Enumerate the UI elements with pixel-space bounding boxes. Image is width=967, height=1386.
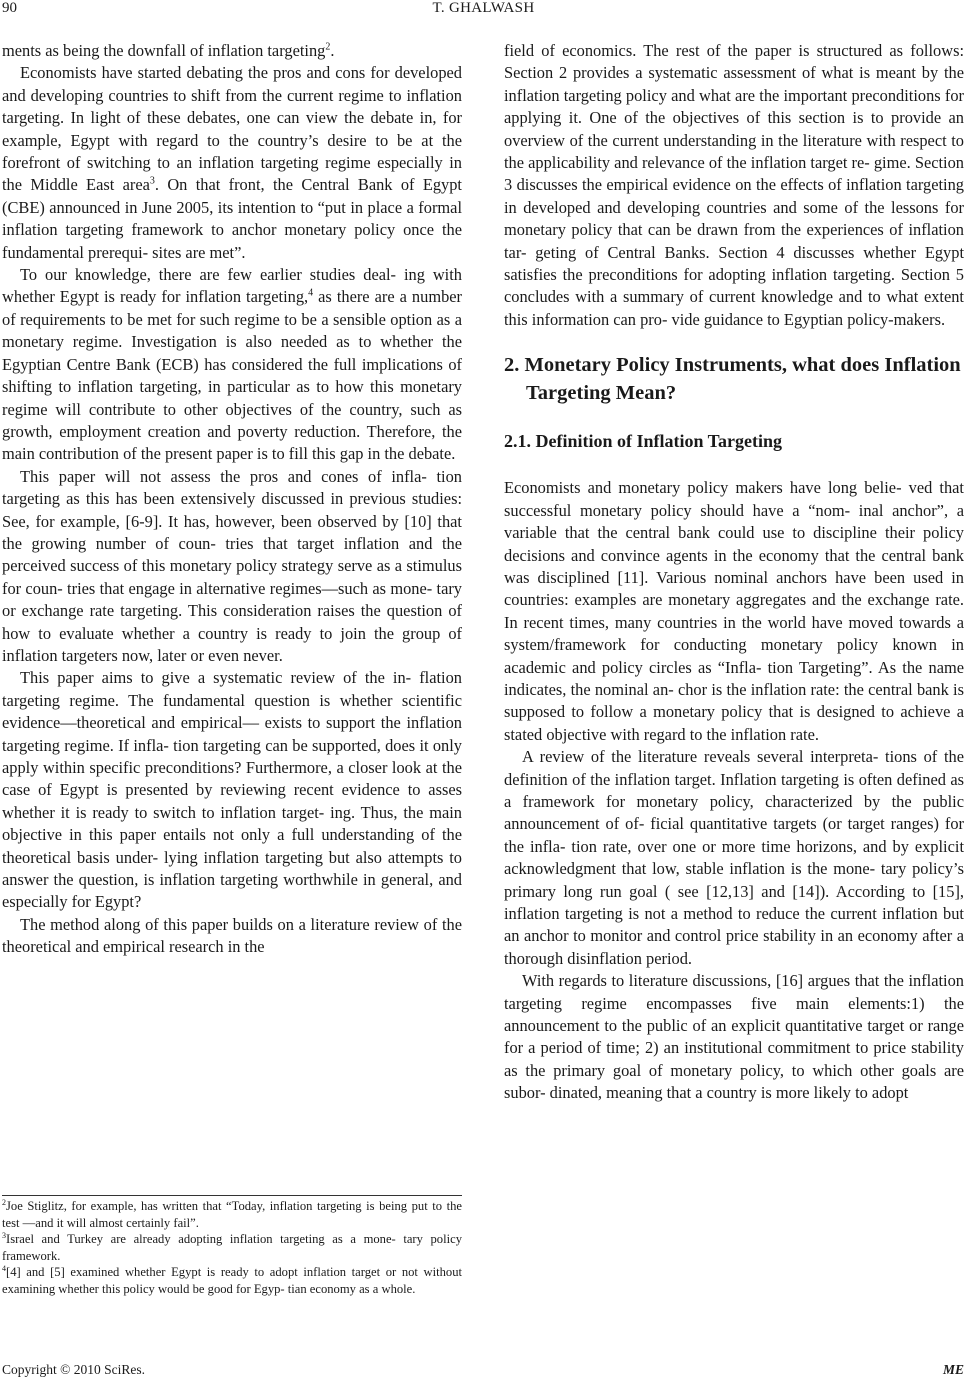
paragraph [2, 264, 462, 466]
paragraph: Economists and monetary policy makers have long belie- ved that successful monetary policy should have a “nom- inal anchor”, a variable that the central bank could use to discipline their policy decisions and convince agents in the economy that the central bank was disciplined [11]. Various nominal anchors have been used in countries: examples are monetary aggregates and the exchange rate. In recent times, many countries in the world have moved towards a system/framework for conducting monetary policy known in academic and policy circles as “Infla- tion Targeting”. As the name indicates, the nominal an- chor is the inflation rate: the central bank is supposed to follow a monetary policy that is designed to achieve a stated objective with regard to the inflation rate. [504, 478, 964, 744]
paragraph: field of economics. The rest of the paper is structured as follows: Section 2 provides a systematic assessment of what is meant by the inflation targeting policy and what are the important preconditions for applying it. One of the objectives of this section is to provide an overview of the current understanding in the literature with respect to the applicability and relevance of the inflation target re- gime. Section 3 discusses the empirical evidence on the effects of inflation targeting in developed and developing countries and some of the lessons for monetary policy that can be drawn from the experiences of inflation tar- geting of Central Banks. Section 4 discusses whether Egypt satisfies the preconditions for adopting inflation targeting. Section 5 concludes with a summary of current knowledge and to what extent this information can pro- vide guidance to Egyptian policy-makers. [504, 41, 964, 329]
paragraph-text: as there are a number of requirements to be met for such regime to be a sensible option as a monetary regime. Investigation is also needed as to whether the Egyptian Centre Bank (ECB) has considered the full implications of shifting to inflation targeting, in particular as to how this monetary regime will contribute to other objectives of the country, such as growth, employment creation and poverty reduction. Therefore, the main contribution of the present paper is to fill this gap in the debate. [2, 287, 462, 464]
footnote-mark: 4 [308, 288, 314, 299]
footnote-divider [2, 1195, 462, 1196]
journal-abbreviation: ME [942, 1362, 964, 1377]
running-head: T. GHALWASH [432, 0, 535, 16]
paragraph: This paper aims to give a systematic review of the in- flation targeting regime. The fundamental question is whether scientific evidence—theoretical and empirical— exists to support the inflation targeting regime. If infla- tion targeting can be supported, does it only apply within specific preconditions? Furthermore, a closer look at the case of Egypt is presented by reviewing recent evidence to asses whether it is ready to switch to inflation target- ing. Thus, the main objective in this paper entails not only a full understanding of the theoretical basis under- lying inflation targeting but also attempts to answer the question, is inflation targeting worthwhile in general, and especially for Egypt? [2, 668, 462, 912]
paragraph-text: To our knowledge, there are few earlier studies deal- ing with whether Egypt is ready for inflation targeting, [2, 265, 462, 307]
footnote [2, 1264, 462, 1297]
footnote-mark: 3 [2, 1231, 6, 1240]
paragraph: The method along of this paper builds on a literature review of the theoretical and empirical research in the [2, 914, 462, 957]
paragraph: A review of the literature reveals several interpreta- tions of the definition of the inflation target. Inflation targeting is often defined as a framework for monetary policy, characterized by the public announcement of of- ficial quantitative targets (or target ranges) for the infla- tion rate, over one or more time horizons, and by explicit acknowledgment that low, stable inflation is the mone- tary policy’s primary long run goal ( see [12,13] and [14]). According to [15], inflation targeting is not a method to reduce the current inflation but an anchor to monitor and control price stability in an economy after a thorough disinflation period. [504, 747, 964, 968]
paragraph [2, 62, 462, 264]
subsection-heading: 2.1. Definition of Inflation Targeting [504, 431, 783, 452]
paragraph-text: . On that front, the Central Bank of Egypt (CBE) announced in June 2005, its intention to “put in place a formal inflation targeting framework to anchor monetary policy once the fundamental prerequi- sites are met”. [2, 175, 462, 262]
paragraph [2, 40, 462, 62]
section-heading: 2. Monetary Policy Instruments, what does Inflation Targeting Mean? [504, 354, 961, 405]
footnote-text: Israel and Turkey are already adopting inflation targeting as a mone- tary policy framework. [2, 1232, 462, 1263]
paragraph-text: ments as being the downfall of inflation targeting [2, 41, 326, 60]
footnote-mark: 2 [2, 1197, 6, 1207]
paragraph: With regards to literature discussions, [16] argues that the inflation targeting regime encompasses five main elements:1) the announcement to the public of an explicit quantitative target or range for a period of time; 2) an institutional commitment to price stability as the primary goal of monetary policy, to which other goals are subor- dinated, meaning that a country is more likely to adopt [504, 971, 964, 1103]
right-column [504, 40, 964, 1105]
paragraph-text: . [330, 41, 335, 60]
footnote-mark: 2 [325, 41, 331, 53]
footnote [2, 1231, 462, 1264]
footnote-text: Joe Stiglitz, for example, has written that “Today, inflation targeting is being put to the test —and it will almost certainly fail”. [2, 1199, 462, 1230]
page-header [0, 0, 967, 24]
footnote-text: [4] and [5] examined whether Egypt is ready to adopt inflation target or not without examining whether this policy would be good for Egyp- tian economy as a whole. [2, 1265, 462, 1296]
footnotes [2, 1195, 462, 1298]
copyright-notice: Copyright © 2010 SciRes. [2, 1362, 146, 1377]
footnote-mark: 4 [2, 1264, 6, 1274]
left-column [2, 40, 462, 959]
footnote-mark: 3 [149, 175, 155, 187]
paragraph-text: Economists have started debating the pros and cons for developed and developing countries to shift from the current regime to inflation targeting. In light of these debates, one can view the debate in, for example, Egypt with regard to the country’s desire to be at the forefront of switching to an inflation targeting regime especially in the Middle East area [2, 63, 462, 195]
paragraph: This paper will not assess the pros and cones of infla- tion targeting as this has been extensively discussed in previous studies: See, for example, [6-9]. It has, however, been observed by [10] that the growing number of coun- tries that target inflation and the perceived success of this monetary policy strategy serve as a stimulus for coun- tries that engage in alternative regimes—such as mone- tary or exchange rate targeting. This consideration raises the question of how to evaluate whether a country is ready to join the group of inflation targeters now, later or even never. [2, 466, 462, 665]
footnote [2, 1198, 462, 1231]
page-number: 90 [2, 0, 17, 16]
